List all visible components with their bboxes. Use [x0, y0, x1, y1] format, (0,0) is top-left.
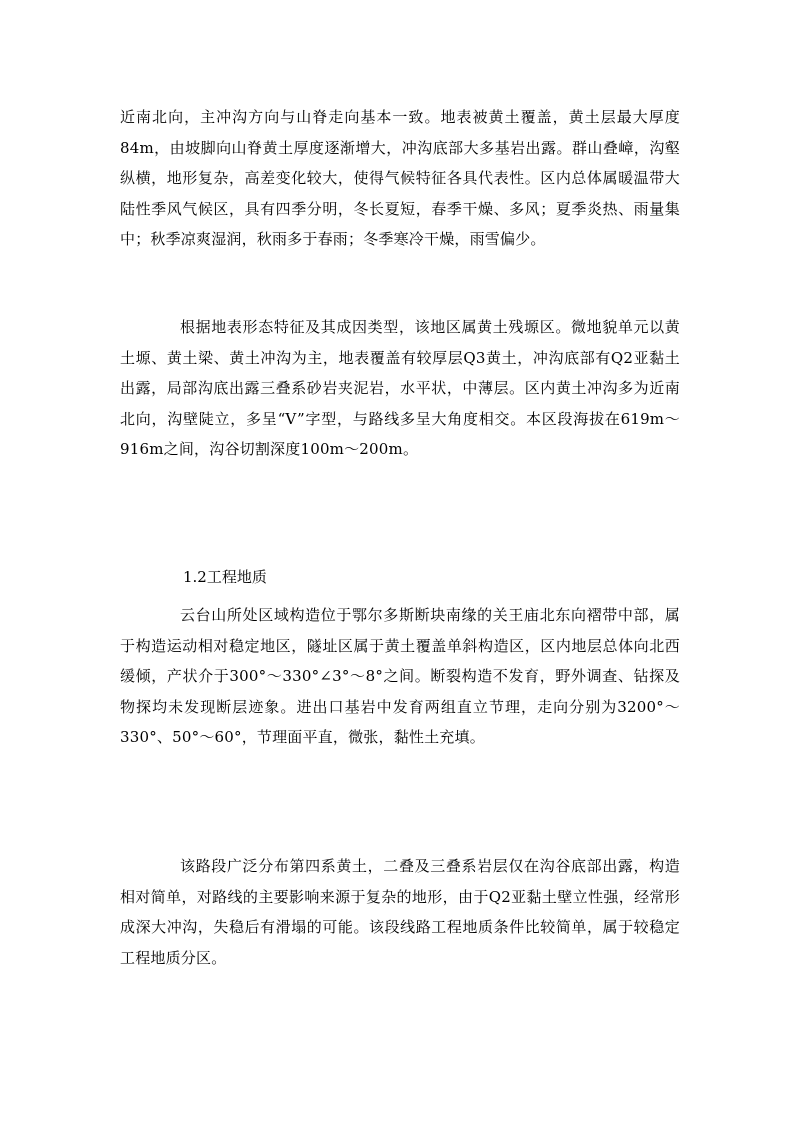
- paragraph-climate: 近南北向，主冲沟方向与山脊走向基本一致。地表被黄土覆盖，黄土层最大厚度84m，由坡脚向山脊黄土厚度逐渐增大，冲沟底部大多基岩出露。群山叠嶂，沟壑纵横，地形复杂，高差变化较大，使得气候特征各具代表性。区内总体属暖温带大陆性季风气候区，具有四季分明，冬长夏短，春季干燥、多风；夏季炎热、雨量集中；秋季凉爽湿润，秋雨多于春雨；冬季寒冷干燥，雨雪偏少。: [120, 108, 680, 248]
- section-heading: 1.2工程地质: [183, 568, 267, 586]
- paragraph-landform: 根据地表形态特征及其成因类型，该地区属黄土残塬区。微地貌单元以黄土塬、黄土梁、黄土冲沟为主，地表覆盖有较厚层Q3黄土，冲沟底部有Q2亚黏土出露，局部沟底出露三叠系砂岩夹泥岩，水平状，中薄层。区内黄土冲沟多为近南北向，沟壁陡立，多呈“V”字型，与路线多呈大角度相交。本区段海拔在619m～916m之间，沟谷切割深度100m～200m。: [120, 318, 680, 458]
- paragraph-geology: 云台山所处区域构造位于鄂尔多斯断块南缘的关王庙北东向褶带中部，属于构造运动相对稳定地区，隧址区属于黄土覆盖单斜构造区，区内地层总体向北西缓倾，产状介于300°～330°∠3°～8°之间。断裂构造不发育，野外调查、钻探及物探均未发现断层迹象。进出口基岩中发育两组直立节理，走向分别为3200°～330°、50°～60°，节理面平直，微张，黏性土充填。: [120, 606, 680, 746]
- paragraph-route-geology: 该路段广泛分布第四系黄土，二叠及三叠系岩层仅在沟谷底部出露，构造相对简单，对路线的主要影响来源于复杂的地形，由于Q2亚黏土壁立性强，经常形成深大冲沟，失稳后有滑塌的可能。该段线路工程地质条件比较简单，属于较稳定工程地质分区。: [120, 857, 680, 967]
